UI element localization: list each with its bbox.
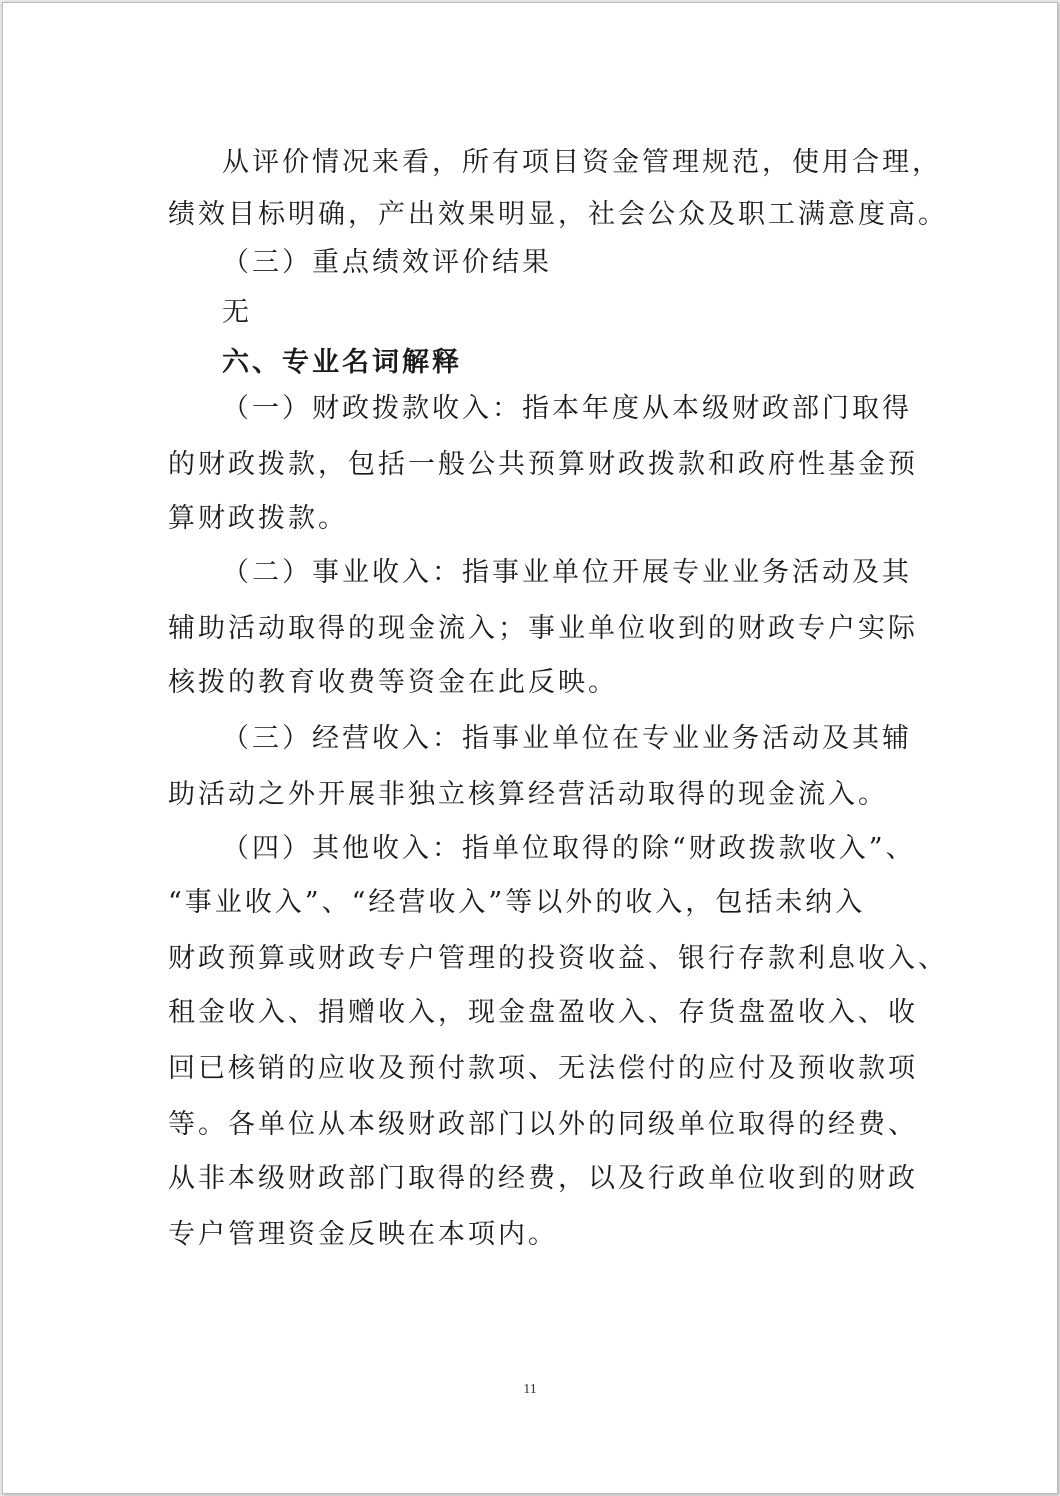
paragraph-line: 核拨的教育收费等资金在此反映。 [168, 667, 618, 698]
paragraph-line: （三）经营收入：指事业单位在专业业务活动及其辅 [222, 723, 912, 754]
section-heading: 六、专业名词解释 [222, 347, 462, 378]
paragraph-line: 从非本级财政部门取得的经费，以及行政单位收到的财政 [168, 1163, 918, 1194]
paragraph-line: 专户管理资金反映在本项内。 [168, 1219, 558, 1250]
paragraph-line: 从评价情况来看，所有项目资金管理规范，使用合理， [222, 147, 942, 178]
paragraph-line: “事业收入”、“经营收入”等以外的收入，包括未纳入 [168, 887, 866, 918]
paragraph-line: 财政预算或财政专户管理的投资收益、银行存款利息收入、 [168, 943, 948, 974]
paragraph-line: 算财政拨款。 [168, 503, 348, 534]
paragraph-line: 等。各单位从本级财政部门以外的同级单位取得的经费、 [168, 1109, 918, 1140]
paragraph-line: 回已核销的应收及预付款项、无法偿付的应付及预收款项 [168, 1053, 918, 1084]
paragraph-line: 助活动之外开展非独立核算经营活动取得的现金流入。 [168, 779, 888, 810]
paragraph-line: 租金收入、捐赠收入，现金盘盈收入、存货盘盈收入、收 [168, 997, 918, 1028]
paragraph-line: 无 [222, 297, 252, 328]
paragraph-line: 的财政拨款，包括一般公共预算财政拨款和政府性基金预 [168, 449, 918, 480]
paragraph-line: （二）事业收入：指事业单位开展专业业务活动及其 [222, 557, 912, 588]
paragraph-line: 绩效目标明确，产出效果明显，社会公众及职工满意度高。 [168, 199, 948, 230]
paragraph-line: 辅助活动取得的现金流入；事业单位收到的财政专户实际 [168, 613, 918, 644]
paragraph-line: （四）其他收入：指单位取得的除“财政拨款收入”、 [222, 833, 916, 864]
page-number: 11 [523, 1382, 537, 1397]
subsection-heading: （三）重点绩效评价结果 [222, 247, 552, 278]
paragraph-line: （一）财政拨款收入：指本年度从本级财政部门取得 [222, 393, 912, 424]
